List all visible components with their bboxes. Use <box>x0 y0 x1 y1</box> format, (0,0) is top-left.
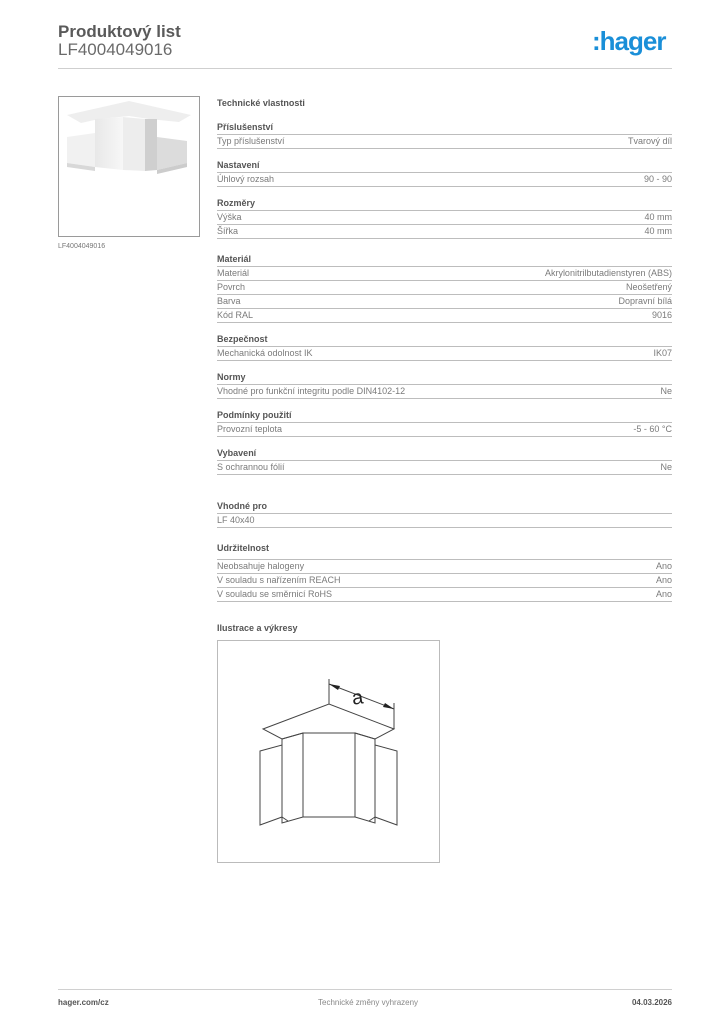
spec-label: Typ příslušenství <box>217 136 285 146</box>
section-rozmery <box>217 197 672 239</box>
section-udrzitelnost <box>217 542 672 602</box>
section-nastaveni <box>217 159 672 187</box>
spec-label: Úhlový rozsah <box>217 174 275 184</box>
section-podminky-pouziti <box>217 409 672 437</box>
section-vhodne-pro <box>217 500 672 528</box>
spec-value: Ne <box>660 386 672 396</box>
spec-label: Vhodné pro funkční integritu podle DIN4102-12 <box>217 386 406 396</box>
spec-value: Neošetřený <box>625 282 672 292</box>
section-title: Příslušenství <box>217 121 672 135</box>
product-photo <box>58 96 200 237</box>
spec-value: Dopravní bílá <box>618 296 672 306</box>
product-code: LF4004049016 <box>58 40 173 59</box>
header-divider <box>58 68 672 69</box>
spec-label: Provozní teplota <box>217 424 283 434</box>
spec-row <box>217 173 672 187</box>
spec-row <box>217 560 672 574</box>
hager-logo: :hager <box>592 26 666 56</box>
section-vybaveni <box>217 447 672 475</box>
spec-value: Ne <box>660 462 672 472</box>
section-title: Nastavení <box>217 159 672 173</box>
spec-row <box>217 514 672 528</box>
footer-disclaimer: Technické změny vyhrazeny <box>318 998 419 1007</box>
section-title: Podmínky použití <box>217 409 672 423</box>
corner-piece-photo-icon <box>59 97 199 236</box>
spec-value: 90 - 90 <box>643 174 672 184</box>
spec-row <box>217 225 672 239</box>
section-bezpecnost <box>217 333 672 361</box>
spec-value: 40 mm <box>644 226 672 236</box>
spec-row <box>217 423 672 437</box>
spec-value: Akrylonitrilbutadienstyren (ABS) <box>544 268 672 278</box>
spec-value: Ano <box>655 589 672 599</box>
footer-divider <box>58 989 672 990</box>
spec-value: -5 - 60 °C <box>633 424 672 434</box>
spec-value: 40 mm <box>644 212 672 222</box>
spec-value: Ano <box>655 575 672 585</box>
technical-specs <box>217 96 672 634</box>
product-photo-caption: LF4004049016 <box>58 243 106 250</box>
spec-label: Mechanická odolnost IK <box>217 348 313 358</box>
section-title: Vybavení <box>217 447 672 461</box>
dimension-label: a <box>350 686 365 710</box>
spec-label: Šířka <box>217 226 239 236</box>
section-material <box>217 253 672 323</box>
spec-label: V souladu s nařízením REACH <box>217 575 341 585</box>
spec-row <box>217 281 672 295</box>
spec-value: Tvarový díl <box>627 136 672 146</box>
spec-row <box>217 588 672 602</box>
spec-label: Materiál <box>217 268 250 278</box>
spec-row <box>217 267 672 281</box>
spec-value: Ano <box>655 561 672 571</box>
spec-label: Neobsahuje halogeny <box>217 561 305 571</box>
section-title: Udržitelnost <box>217 542 672 560</box>
spec-label: Barva <box>217 296 241 306</box>
page-title: Produktový list <box>58 22 181 41</box>
spec-value: 9016 <box>651 310 672 320</box>
spec-row <box>217 309 672 323</box>
footer-date: 04.03.2026 <box>631 998 672 1007</box>
section-prislusenstvi <box>217 121 672 149</box>
specs-heading: Technické vlastnosti <box>217 98 305 108</box>
spec-row <box>217 574 672 588</box>
spec-row <box>217 211 672 225</box>
spec-row <box>217 135 672 149</box>
section-title: Normy <box>217 371 672 385</box>
spec-label: Povrch <box>217 282 246 292</box>
spec-label: S ochrannou fólií <box>217 462 285 472</box>
spec-row <box>217 295 672 309</box>
footer-website-link[interactable]: hager.com/cz <box>58 998 109 1007</box>
spec-label: Výška <box>217 212 242 222</box>
section-title: Materiál <box>217 253 672 267</box>
corner-piece-drawing-icon <box>218 641 439 862</box>
section-title: Vhodné pro <box>217 500 672 514</box>
spec-label: Kód RAL <box>217 310 254 320</box>
drawings-title: Ilustrace a výkresy <box>217 623 298 633</box>
spec-label: LF 40x40 <box>217 515 255 525</box>
section-title: Rozměry <box>217 197 672 211</box>
spec-row <box>217 347 672 361</box>
section-normy <box>217 371 672 399</box>
section-title: Bezpečnost <box>217 333 672 347</box>
spec-value: IK07 <box>653 348 672 358</box>
spec-row <box>217 461 672 475</box>
spec-label: V souladu se směrnicí RoHS <box>217 589 333 599</box>
technical-drawing <box>217 640 440 863</box>
spec-row <box>217 385 672 399</box>
